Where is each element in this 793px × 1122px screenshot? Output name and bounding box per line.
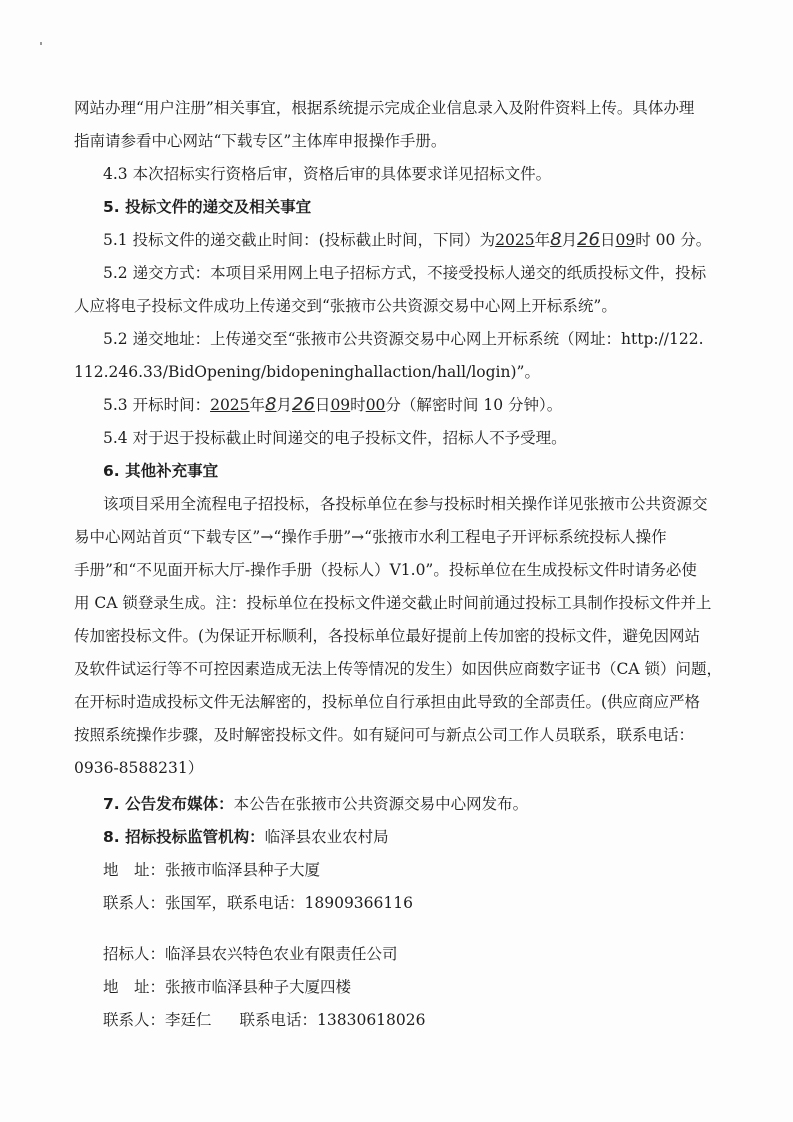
opening-hour: 09 — [330, 396, 351, 414]
para-6-line: 该项目采用全流程电子招投标，各投标单位在参与投标时相关操作详见张掖市公共资源交 — [103, 495, 708, 513]
scan-speck — [40, 42, 42, 45]
para-6-line: 及软件试运行等不可控因素造成无法上传等情况的发生）如因供应商数字证书（CA 锁）问题， — [74, 660, 722, 678]
tenderer-contact — [103, 1010, 426, 1030]
item-5-1-deadline — [103, 230, 711, 250]
para-6-line: 在开标时造成投标文件无法解密的，投标单位自行承担由此导致的全部责任。(供应商应严格 — [74, 693, 701, 711]
month-unit: 月 — [276, 396, 293, 414]
item-5-2-method-line2: 人应将电子投标文件成功上传递交到“张掖市公共资源交易中心网上开标系统”。 — [74, 297, 617, 315]
section-7-label: 7. 公告发布媒体： — [103, 795, 234, 813]
item-5-2-address-line1: 5.2 递交地址：上传递交至“张掖市公共资源交易中心网上开标系统（网址：http://122. — [103, 330, 704, 348]
heading-section-5: 5. 投标文件的递交及相关事宜 — [103, 198, 312, 216]
opening-prefix: 5.3 开标时间： — [103, 396, 211, 414]
item-5-3-opening-time — [103, 395, 562, 415]
section-7-text: 本公告在张掖市公共资源交易中心网发布。 — [233, 795, 529, 813]
para-qualification: 4.3 本次招标实行资格后审，资格后审的具体要求详见招标文件。 — [103, 165, 552, 183]
day-unit: 日 — [314, 396, 331, 414]
para-6-line: 按照系统操作步骤，及时解密投标文件。如有疑问可与新点公司工作人员联系，联系电话： — [74, 726, 695, 744]
section-8-label: 8. 招标投标监管机构： — [103, 828, 265, 846]
heading-section-6: 6. 其他补充事宜 — [103, 462, 219, 480]
section-8-supervisor — [103, 827, 389, 847]
year-unit: 年 — [534, 231, 551, 249]
tenderer-contact-phone: 联系电话：13830618026 — [239, 1011, 426, 1029]
deadline-year: 2025 — [495, 231, 535, 249]
para-6-line: 传加密投标文件。(为保证开标顺利，各投标单位最好提前上传加密的投标文件，避免因网站 — [74, 627, 701, 645]
deadline-day-handwritten: 26 — [577, 229, 600, 250]
deadline-prefix: 5.1 投标文件的递交截止时间：(投标截止时间，下同）为 — [103, 231, 496, 249]
para-6-line: 手册”和“不见面开标大厅-操作手册（投标人）V1.0”。投标单位在生成投标文件时请务必使 — [74, 561, 697, 579]
supervisor-address: 地 址：张掖市临泽县种子大厦 — [103, 861, 321, 879]
day-unit: 日 — [599, 231, 616, 249]
para-registration-line1: 网站办理“用户注册”相关事宜，根据系统提示完成企业信息录入及附件资料上传。具体办理 — [74, 99, 695, 117]
opening-minute: 00 — [365, 396, 386, 414]
tenderer-contact-person: 联系人：李廷仁 — [103, 1011, 212, 1029]
tenderer-address: 地 址：张掖市临泽县种子大厦四楼 — [103, 978, 352, 996]
deadline-suffix: 时 00 分。 — [635, 231, 712, 249]
opening-day-handwritten: 26 — [292, 394, 315, 415]
year-unit: 年 — [249, 396, 266, 414]
item-5-2-address-line2: 112.246.33/BidOpening/bidopeninghallaction/hall/login)”。 — [74, 363, 540, 381]
para-6-phone-line: 0936-8588231） — [74, 759, 204, 777]
para-6-line: 用 CA 锁登录生成。注：投标单位在投标文件递交截止时间前通过投标工具制作投标文件并上 — [74, 594, 712, 612]
supervisor-contact: 联系人：张国军，联系电话：18909366116 — [103, 894, 413, 912]
tenderer-name: 招标人：临泽县农兴特色农业有限责任公司 — [103, 945, 398, 963]
item-5-4-late-submission: 5.4 对于迟于投标截止时间递交的电子投标文件，招标人不予受理。 — [103, 429, 567, 447]
para-registration-line2: 指南请参看中心网站“下载专区”主体库申报操作手册。 — [74, 132, 447, 150]
hour-unit: 时 — [350, 396, 366, 414]
item-5-2-method-line1: 5.2 递交方式：本项目采用网上电子招标方式，不接受投标人递交的纸质投标文件，投标 — [103, 264, 707, 282]
deadline-hour: 09 — [615, 231, 636, 249]
opening-year: 2025 — [210, 396, 250, 414]
opening-month-handwritten: 8 — [265, 394, 277, 415]
section-7-media — [103, 794, 528, 814]
section-8-text: 临泽县农业农村局 — [264, 828, 389, 846]
para-6-line: 易中心网站首页“下载专区”→“操作手册”→“张掖市水利工程电子开评标系统投标人操作 — [74, 528, 667, 546]
month-unit: 月 — [561, 231, 578, 249]
opening-suffix: 分（解密时间 10 分钟）。 — [385, 396, 563, 414]
deadline-month-handwritten: 8 — [550, 229, 562, 250]
